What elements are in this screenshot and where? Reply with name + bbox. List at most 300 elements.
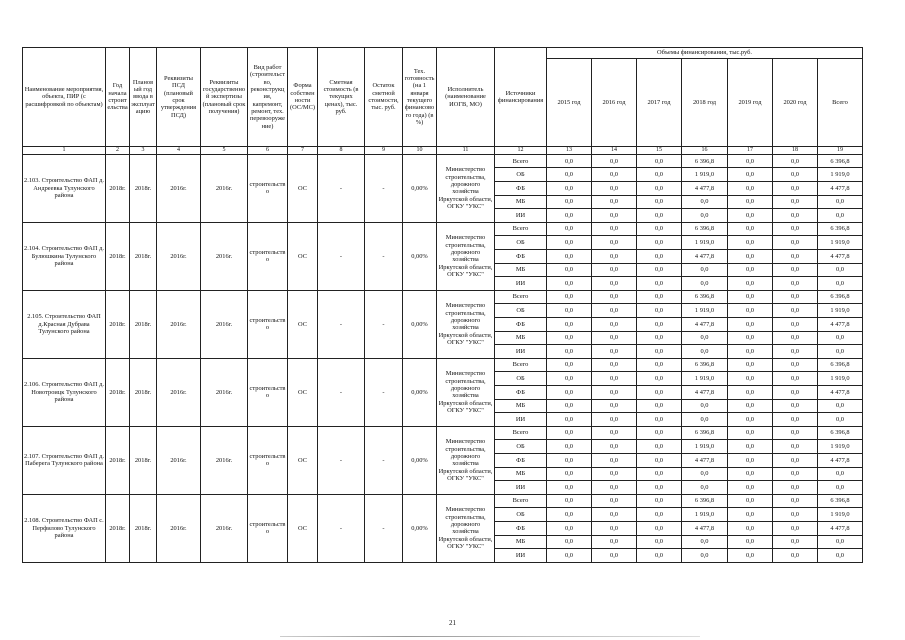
psd-cell: 2016г. <box>157 494 201 562</box>
executor-cell: Министерство строительства, дорожного хозяйства Иркутской области, ОГКУ "УКС" <box>437 358 495 426</box>
year-value-cell: 0,0 <box>592 290 637 304</box>
year-value-cell: 0,0 <box>592 358 637 372</box>
col-header-start-year: Год начала строительства <box>106 48 130 147</box>
year-value-cell: 0,0 <box>547 263 592 277</box>
executor-cell: Министерство строительства, дорожного хозяйства Иркутской области, ОГКУ "УКС" <box>437 290 495 358</box>
year-value-cell: 0,0 <box>682 467 728 481</box>
ownership-cell: ОС <box>288 290 318 358</box>
expertise-cell: 2016г. <box>201 358 248 426</box>
column-number: 2 <box>106 147 130 155</box>
year-value-cell: 0,0 <box>592 549 637 563</box>
source-cell: ОБ <box>495 168 547 182</box>
col-header-year-2019: 2019 год <box>728 59 773 147</box>
year-value-cell: 0,0 <box>547 508 592 522</box>
year-value-cell: 0,0 <box>773 440 818 454</box>
total-value-cell: 6 396,8 <box>818 358 863 372</box>
year-value-cell: 0,0 <box>773 549 818 563</box>
year-value-cell: 0,0 <box>773 413 818 427</box>
expertise-cell: 2016г. <box>201 222 248 290</box>
column-number: 5 <box>201 147 248 155</box>
year-value-cell: 0,0 <box>592 304 637 318</box>
year-value-cell: 0,0 <box>773 521 818 535</box>
readiness-cell: 0,00% <box>403 222 437 290</box>
year-value-cell: 0,0 <box>728 154 773 168</box>
source-cell: Всего <box>495 358 547 372</box>
table-row <box>23 494 863 508</box>
source-cell: ОБ <box>495 440 547 454</box>
year-value-cell: 0,0 <box>728 331 773 345</box>
year-value-cell: 0,0 <box>728 182 773 196</box>
year-value-cell: 0,0 <box>592 508 637 522</box>
year-value-cell: 0,0 <box>592 318 637 332</box>
year-value-cell: 0,0 <box>728 222 773 236</box>
column-number: 14 <box>592 147 637 155</box>
year-value-cell: 0,0 <box>728 318 773 332</box>
year-value-cell: 0,0 <box>637 549 682 563</box>
col-header-estimate: Сметная стоимость (в текущих ценах), тыс. руб. <box>318 48 365 147</box>
year-value-cell: 0,0 <box>637 426 682 440</box>
plan-year-cell: 2018г. <box>130 494 157 562</box>
column-number: 11 <box>437 147 495 155</box>
estimate-cell: - <box>318 290 365 358</box>
year-value-cell: 0,0 <box>682 481 728 495</box>
year-value-cell: 0,0 <box>547 372 592 386</box>
year-value-cell: 0,0 <box>547 318 592 332</box>
remainder-cell: - <box>365 426 403 494</box>
year-value-cell: 0,0 <box>728 277 773 291</box>
year-value-cell: 0,0 <box>728 195 773 209</box>
total-value-cell: 1 919,0 <box>818 236 863 250</box>
year-value-cell: 0,0 <box>547 413 592 427</box>
year-value-cell: 0,0 <box>773 277 818 291</box>
total-value-cell: 0,0 <box>818 549 863 563</box>
year-value-cell: 0,0 <box>592 277 637 291</box>
ownership-cell: ОС <box>288 494 318 562</box>
total-value-cell: 0,0 <box>818 277 863 291</box>
ownership-cell: ОС <box>288 426 318 494</box>
year-value-cell: 0,0 <box>637 236 682 250</box>
table-row <box>23 426 863 440</box>
year-value-cell: 0,0 <box>773 358 818 372</box>
year-value-cell: 0,0 <box>773 263 818 277</box>
ownership-cell: ОС <box>288 358 318 426</box>
year-value-cell: 0,0 <box>592 413 637 427</box>
year-value-cell: 0,0 <box>547 358 592 372</box>
year-value-cell: 1 919,0 <box>682 440 728 454</box>
year-value-cell: 0,0 <box>637 168 682 182</box>
year-value-cell: 0,0 <box>637 440 682 454</box>
year-value-cell: 0,0 <box>637 222 682 236</box>
total-value-cell: 4 477,8 <box>818 521 863 535</box>
remainder-cell: - <box>365 154 403 222</box>
year-value-cell: 0,0 <box>592 236 637 250</box>
col-header-total: Всего <box>818 59 863 147</box>
year-value-cell: 0,0 <box>547 195 592 209</box>
col-header-year-2017: 2017 год <box>637 59 682 147</box>
total-value-cell: 0,0 <box>818 399 863 413</box>
col-header-name: Наименование мероприятия, объекта, ПИР (с расшифровкой по объектам) <box>23 48 106 147</box>
year-value-cell: 0,0 <box>728 399 773 413</box>
year-value-cell: 0,0 <box>773 318 818 332</box>
total-value-cell: 0,0 <box>818 345 863 359</box>
total-value-cell: 0,0 <box>818 413 863 427</box>
year-value-cell: 6 396,8 <box>682 426 728 440</box>
psd-cell: 2016г. <box>157 290 201 358</box>
year-value-cell: 0,0 <box>728 494 773 508</box>
year-value-cell: 0,0 <box>773 385 818 399</box>
year-value-cell: 0,0 <box>773 345 818 359</box>
source-cell: ОБ <box>495 372 547 386</box>
year-value-cell: 0,0 <box>773 182 818 196</box>
total-value-cell: 1 919,0 <box>818 168 863 182</box>
year-value-cell: 0,0 <box>592 453 637 467</box>
year-value-cell: 0,0 <box>728 250 773 264</box>
year-value-cell: 0,0 <box>728 304 773 318</box>
year-value-cell: 0,0 <box>682 399 728 413</box>
year-value-cell: 0,0 <box>682 535 728 549</box>
year-value-cell: 4 477,8 <box>682 318 728 332</box>
column-number: 7 <box>288 147 318 155</box>
col-header-ownership: Форма собственности (ОС/МС) <box>288 48 318 147</box>
year-value-cell: 0,0 <box>773 222 818 236</box>
year-value-cell: 1 919,0 <box>682 304 728 318</box>
year-value-cell: 0,0 <box>547 250 592 264</box>
year-value-cell: 0,0 <box>682 331 728 345</box>
project-name-cell: 2.103. Строительство ФАП д. Андреевка Тулунского района <box>23 154 106 222</box>
source-cell: Всего <box>495 494 547 508</box>
work-type-cell: строительство <box>248 154 288 222</box>
year-value-cell: 0,0 <box>637 263 682 277</box>
total-value-cell: 4 477,8 <box>818 182 863 196</box>
year-value-cell: 0,0 <box>773 331 818 345</box>
total-value-cell: 6 396,8 <box>818 154 863 168</box>
year-value-cell: 1 919,0 <box>682 236 728 250</box>
year-value-cell: 0,0 <box>637 290 682 304</box>
executor-cell: Министерство строительства, дорожного хозяйства Иркутской области, ОГКУ "УКС" <box>437 494 495 562</box>
source-cell: МБ <box>495 263 547 277</box>
year-value-cell: 1 919,0 <box>682 168 728 182</box>
column-number: 9 <box>365 147 403 155</box>
year-value-cell: 0,0 <box>637 358 682 372</box>
source-cell: Всего <box>495 290 547 304</box>
year-value-cell: 0,0 <box>637 345 682 359</box>
year-value-cell: 0,0 <box>682 413 728 427</box>
year-value-cell: 0,0 <box>637 182 682 196</box>
expertise-cell: 2016г. <box>201 494 248 562</box>
year-value-cell: 0,0 <box>637 154 682 168</box>
year-value-cell: 0,0 <box>773 535 818 549</box>
start-year-cell: 2018г. <box>106 154 130 222</box>
work-type-cell: строительство <box>248 290 288 358</box>
year-value-cell: 0,0 <box>592 467 637 481</box>
column-number: 12 <box>495 147 547 155</box>
year-value-cell: 0,0 <box>592 535 637 549</box>
year-value-cell: 0,0 <box>547 481 592 495</box>
source-cell: ИИ <box>495 209 547 223</box>
year-value-cell: 0,0 <box>592 521 637 535</box>
year-value-cell: 0,0 <box>773 467 818 481</box>
year-value-cell: 0,0 <box>728 290 773 304</box>
year-value-cell: 0,0 <box>773 236 818 250</box>
year-value-cell: 0,0 <box>637 331 682 345</box>
col-header-executor: Исполнитель (наименование ИОГВ, МО) <box>437 48 495 147</box>
plan-year-cell: 2018г. <box>130 154 157 222</box>
financing-table <box>22 47 863 563</box>
plan-year-cell: 2018г. <box>130 222 157 290</box>
source-cell: ФБ <box>495 250 547 264</box>
col-header-plan-year: Плановый год ввода в эксплуатацию <box>130 48 157 147</box>
year-value-cell: 0,0 <box>682 277 728 291</box>
source-cell: ОБ <box>495 508 547 522</box>
column-number: 10 <box>403 147 437 155</box>
year-value-cell: 0,0 <box>592 345 637 359</box>
total-value-cell: 0,0 <box>818 535 863 549</box>
readiness-cell: 0,00% <box>403 290 437 358</box>
estimate-cell: - <box>318 154 365 222</box>
year-value-cell: 0,0 <box>773 399 818 413</box>
year-value-cell: 0,0 <box>728 549 773 563</box>
year-value-cell: 0,0 <box>592 250 637 264</box>
source-cell: МБ <box>495 195 547 209</box>
work-type-cell: строительство <box>248 426 288 494</box>
column-number: 1 <box>23 147 106 155</box>
source-cell: Всего <box>495 426 547 440</box>
year-value-cell: 0,0 <box>773 154 818 168</box>
column-number-row <box>23 147 863 155</box>
year-value-cell: 0,0 <box>728 413 773 427</box>
plan-year-cell: 2018г. <box>130 358 157 426</box>
year-value-cell: 0,0 <box>547 426 592 440</box>
column-number: 6 <box>248 147 288 155</box>
executor-cell: Министерство строительства, дорожного хозяйства Иркутской области, ОГКУ "УКС" <box>437 426 495 494</box>
year-value-cell: 0,0 <box>773 250 818 264</box>
year-value-cell: 0,0 <box>728 535 773 549</box>
year-value-cell: 0,0 <box>592 195 637 209</box>
source-cell: ФБ <box>495 318 547 332</box>
year-value-cell: 0,0 <box>637 372 682 386</box>
project-name-cell: 2.104. Строительство ФАП д. Булюшкина Тулунского района <box>23 222 106 290</box>
year-value-cell: 0,0 <box>592 222 637 236</box>
total-value-cell: 4 477,8 <box>818 453 863 467</box>
source-cell: ФБ <box>495 521 547 535</box>
expertise-cell: 2016г. <box>201 290 248 358</box>
source-cell: МБ <box>495 535 547 549</box>
total-value-cell: 0,0 <box>818 331 863 345</box>
year-value-cell: 6 396,8 <box>682 494 728 508</box>
year-value-cell: 0,0 <box>728 481 773 495</box>
source-cell: Всего <box>495 222 547 236</box>
total-value-cell: 4 477,8 <box>818 385 863 399</box>
year-value-cell: 0,0 <box>682 263 728 277</box>
year-value-cell: 0,0 <box>773 209 818 223</box>
executor-cell: Министерство строительства, дорожного хозяйства Иркутской области, ОГКУ "УКС" <box>437 154 495 222</box>
year-value-cell: 0,0 <box>592 372 637 386</box>
year-value-cell: 0,0 <box>547 549 592 563</box>
year-value-cell: 0,0 <box>637 277 682 291</box>
source-cell: МБ <box>495 467 547 481</box>
work-type-cell: строительство <box>248 358 288 426</box>
source-cell: ФБ <box>495 453 547 467</box>
year-value-cell: 0,0 <box>682 195 728 209</box>
source-cell: ФБ <box>495 385 547 399</box>
year-value-cell: 4 477,8 <box>682 453 728 467</box>
year-value-cell: 0,0 <box>637 521 682 535</box>
start-year-cell: 2018г. <box>106 222 130 290</box>
year-value-cell: 1 919,0 <box>682 508 728 522</box>
total-value-cell: 0,0 <box>818 209 863 223</box>
year-value-cell: 0,0 <box>637 304 682 318</box>
year-value-cell: 0,0 <box>728 385 773 399</box>
source-cell: МБ <box>495 399 547 413</box>
year-value-cell: 0,0 <box>592 440 637 454</box>
year-value-cell: 0,0 <box>547 385 592 399</box>
year-value-cell: 0,0 <box>547 440 592 454</box>
remainder-cell: - <box>365 222 403 290</box>
year-value-cell: 0,0 <box>728 453 773 467</box>
total-value-cell: 6 396,8 <box>818 290 863 304</box>
total-value-cell: 1 919,0 <box>818 440 863 454</box>
source-cell: ИИ <box>495 481 547 495</box>
column-number: 19 <box>818 147 863 155</box>
year-value-cell: 0,0 <box>773 195 818 209</box>
year-value-cell: 0,0 <box>547 290 592 304</box>
total-value-cell: 0,0 <box>818 195 863 209</box>
readiness-cell: 0,00% <box>403 494 437 562</box>
year-value-cell: 0,0 <box>637 508 682 522</box>
year-value-cell: 0,0 <box>773 494 818 508</box>
year-value-cell: 0,0 <box>547 154 592 168</box>
year-value-cell: 4 477,8 <box>682 521 728 535</box>
psd-cell: 2016г. <box>157 154 201 222</box>
table-row <box>23 290 863 304</box>
year-value-cell: 0,0 <box>637 385 682 399</box>
year-value-cell: 0,0 <box>637 195 682 209</box>
year-value-cell: 0,0 <box>592 481 637 495</box>
year-value-cell: 0,0 <box>547 182 592 196</box>
year-value-cell: 0,0 <box>547 494 592 508</box>
year-value-cell: 0,0 <box>728 372 773 386</box>
col-header-psd: Реквизиты ПСД (плановый срок утверждения ПСД) <box>157 48 201 147</box>
psd-cell: 2016г. <box>157 358 201 426</box>
year-value-cell: 0,0 <box>773 453 818 467</box>
year-value-cell: 0,0 <box>547 168 592 182</box>
estimate-cell: - <box>318 358 365 426</box>
remainder-cell: - <box>365 290 403 358</box>
total-value-cell: 0,0 <box>818 481 863 495</box>
year-value-cell: 6 396,8 <box>682 154 728 168</box>
table-row <box>23 154 863 168</box>
ownership-cell: ОС <box>288 222 318 290</box>
total-value-cell: 6 396,8 <box>818 494 863 508</box>
work-type-cell: строительство <box>248 494 288 562</box>
expertise-cell: 2016г. <box>201 426 248 494</box>
year-value-cell: 0,0 <box>592 168 637 182</box>
page-number: 21 <box>449 619 456 627</box>
year-value-cell: 0,0 <box>592 154 637 168</box>
table-row <box>23 358 863 372</box>
remainder-cell: - <box>365 358 403 426</box>
source-cell: ИИ <box>495 413 547 427</box>
plan-year-cell: 2018г. <box>130 290 157 358</box>
year-value-cell: 0,0 <box>637 413 682 427</box>
start-year-cell: 2018г. <box>106 426 130 494</box>
year-value-cell: 6 396,8 <box>682 290 728 304</box>
year-value-cell: 0,0 <box>682 209 728 223</box>
column-number: 17 <box>728 147 773 155</box>
column-number: 15 <box>637 147 682 155</box>
year-value-cell: 0,0 <box>637 209 682 223</box>
executor-cell: Министерство строительства, дорожного хозяйства Иркутской области, ОГКУ "УКС" <box>437 222 495 290</box>
year-value-cell: 0,0 <box>547 209 592 223</box>
year-value-cell: 1 919,0 <box>682 372 728 386</box>
table-body <box>23 154 863 562</box>
year-value-cell: 0,0 <box>773 481 818 495</box>
total-value-cell: 1 919,0 <box>818 508 863 522</box>
col-header-readiness: Тех. готовность (на 1 января текущего финансового года) (в %) <box>403 48 437 147</box>
ownership-cell: ОС <box>288 154 318 222</box>
year-value-cell: 0,0 <box>773 426 818 440</box>
year-value-cell: 0,0 <box>637 481 682 495</box>
year-value-cell: 0,0 <box>728 168 773 182</box>
col-header-funding-group: Объемы финансирования, тыс.руб. <box>547 48 863 59</box>
year-value-cell: 0,0 <box>637 494 682 508</box>
year-value-cell: 0,0 <box>637 399 682 413</box>
col-header-remainder: Остаток сметной стоимости, тыс. руб. <box>365 48 403 147</box>
source-cell: ФБ <box>495 182 547 196</box>
psd-cell: 2016г. <box>157 426 201 494</box>
year-value-cell: 0,0 <box>773 372 818 386</box>
project-name-cell: 2.107. Строительство ФАП д. Паберега Тулунского района <box>23 426 106 494</box>
year-value-cell: 4 477,8 <box>682 250 728 264</box>
header-row-group <box>23 48 863 59</box>
year-value-cell: 0,0 <box>682 345 728 359</box>
year-value-cell: 0,0 <box>728 345 773 359</box>
year-value-cell: 0,0 <box>547 399 592 413</box>
source-cell: ИИ <box>495 277 547 291</box>
year-value-cell: 0,0 <box>592 209 637 223</box>
year-value-cell: 0,0 <box>773 304 818 318</box>
year-value-cell: 0,0 <box>547 453 592 467</box>
source-cell: ОБ <box>495 236 547 250</box>
col-header-work-type: Вид работ (строительство, реконструкция, капремонт, ремонт, тех. перевооружение) <box>248 48 288 147</box>
year-value-cell: 0,0 <box>773 290 818 304</box>
year-value-cell: 0,0 <box>547 277 592 291</box>
year-value-cell: 0,0 <box>547 236 592 250</box>
column-number: 3 <box>130 147 157 155</box>
source-cell: ОБ <box>495 304 547 318</box>
year-value-cell: 0,0 <box>547 467 592 481</box>
year-value-cell: 4 477,8 <box>682 182 728 196</box>
work-type-cell: строительство <box>248 222 288 290</box>
col-header-year-2018: 2018 год <box>682 59 728 147</box>
start-year-cell: 2018г. <box>106 290 130 358</box>
column-number: 16 <box>682 147 728 155</box>
col-header-sources: Источники финансирования <box>495 48 547 147</box>
year-value-cell: 0,0 <box>592 263 637 277</box>
year-value-cell: 0,0 <box>547 304 592 318</box>
total-value-cell: 1 919,0 <box>818 304 863 318</box>
year-value-cell: 0,0 <box>547 521 592 535</box>
total-value-cell: 6 396,8 <box>818 426 863 440</box>
year-value-cell: 0,0 <box>728 440 773 454</box>
year-value-cell: 0,0 <box>592 331 637 345</box>
year-value-cell: 0,0 <box>773 168 818 182</box>
year-value-cell: 0,0 <box>592 182 637 196</box>
readiness-cell: 0,00% <box>403 154 437 222</box>
table-row <box>23 222 863 236</box>
total-value-cell: 6 396,8 <box>818 222 863 236</box>
year-value-cell: 0,0 <box>592 385 637 399</box>
